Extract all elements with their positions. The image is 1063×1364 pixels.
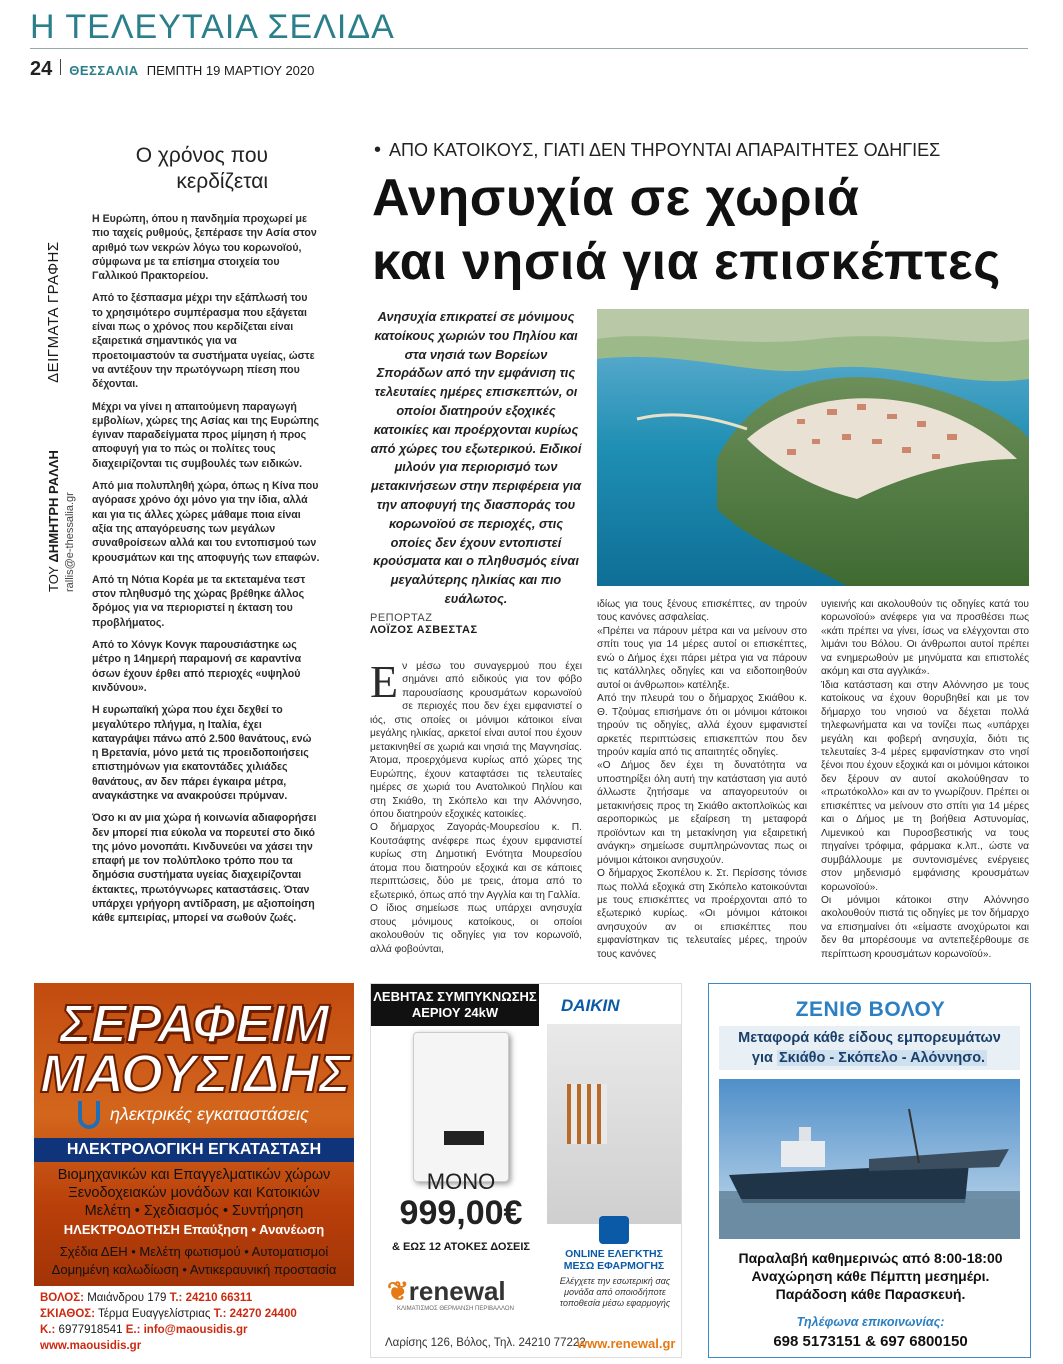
renewal-ad[interactable] [370,983,682,1358]
schedule-line: Αναχώρηση κάθε Πέμπτη μεσημέρι. [751,1268,990,1284]
island-photo-art [597,309,1029,586]
installments: & ΕΩΣ 12 ΑΤΟΚΕΣ ΔΟΣΕΙΣ [391,1241,531,1253]
opinion-paragraph: Η ευρωπαϊκή χώρα που έχει δεχθεί το μεγαλύτερο πλήγμα, η Ιταλία, έχει καταγράψει πάνω από 2.500 θανάτους, ενώ η Βρετανία, μόνο μετά τις προειδοποιήσεις επιστημόνων για εκατοντάδες χιλιάδες θανάτους, αν δεν πάρει έγκαιρα μέτρα, αναγκάστηκε να ανακρούσει πρύμναν. [92,704,312,802]
article-column-1 [370,656,582,956]
opinion-body [92,212,320,934]
folio-divider [60,59,61,75]
contact-email[interactable]: Ε.: info@maousidis.gr [125,1324,248,1336]
opinion-paragraph: Από τη Νότια Κορέα με τα εκτεταμένα τεστ στον πληθυσμό της χώρας βρέθηκε άλλος δρόμος για να περιοριστεί η έκταση του προβλήματος. [92,573,306,629]
ad-grid-line: Δομημένη καλωδίωση • Αντικεραυνική προστασία [51,1262,337,1277]
phones[interactable]: 698 5173151 & 697 6800150 [773,1333,968,1350]
ad-band-2: ΗΛΕΚΤΡΟΔΟΤΗΣΗ Επαύξηση • Ανανέωση [63,1222,325,1237]
ad-contacts [34,1286,354,1358]
author-vertical-label [44,222,84,592]
contact-city: ΣΚΙΑΘΟΣ: [40,1308,96,1320]
contact-address: Τέρμα Ευαγγελίστριας [98,1308,211,1320]
boiler-title: ΛΕΒΗΤΑΣ ΣΥΜΠΥΚΝΩΣΗΣ ΑΕΡΙΟΥ 24kW [371,984,539,1026]
article-lead: Ανησυχία επικρατεί σε μόνιμους κατοίκους χωριών του Πηλίου και στα νησιά των Βορείων Σποράδων από την εμφάνιση τις τελευταίες ημέρες επισκεπτών, οι οποίοι διατηρούν εξοχικές κατοικίες και προέρχονται κυρίως από χώρες του εξωτερικού. Ειδικοί μιλούν για περιορισμό των μετακινήσεων στην περιφέρεια για την αποφυγή της διασποράς του κορωνοϊού σε περιοχές, στις οποίες δεν έχουν εντοπιστεί κρούσματα και ο πληθυσμός είναι μεγαλύτερης ηλικίας και πιο ευάλωτος. [370,309,582,606]
ad-service-line: Ξενοδοχειακών μονάδων και Κατοικιών [68,1185,320,1201]
author-line [44,241,64,592]
newspaper-name: ΘΕΣΣΑΛΙΑ [69,63,139,78]
ad-band-1: ΗΛΕΚΤΡΟΛΟΓΙΚΗ ΕΓΚΑΤΑΣΤΑΣΗ [34,1138,354,1162]
article-column-3 [821,598,1029,961]
maousidis-ad[interactable] [34,983,354,1358]
opinion-paragraph: Από μια πολυπληθή χώρα, όπως η Κίνα που αγόρασε χρόνο όχι μόνο για την ίδια, αλλά και για τις άλλες χώρες μάθαμε ποια είναι αξία της απαγόρευσης των μεγάλων συναθροίσεων αλλά και του εντοπισμού των κρουσμάτων και της αποφυγής των επαφών. [92,480,320,564]
ad-service-line: Μελέτη • Σχεδιασμός • Συντήρηση [84,1203,304,1219]
price: 999,00€ [399,1194,523,1232]
ad-subtitle: ηλεκτρικές εγκαταστάσεις [110,1104,309,1124]
issue-date: ΠΕΜΠΤΗ 19 ΜΑΡΤΙΟΥ 2020 [146,63,315,78]
online-controller-desc: Ελέγχετε την εσωτερική σας μονάδα από οποιοδήποτε τοποθεσία μέσω εφαρμογής [559,1276,671,1308]
opinion-paragraph: Από το Χόνγκ Κονγκ παρουσιάστηκε ως μέτρο η 14ημερή παραμονή σε καραντίνα όσων έχουν έρθει από περιοχές «υψηλού κινδύνου». [92,639,302,694]
contact-website[interactable]: www.maousidis.gr [40,1340,142,1352]
contact-mobile[interactable]: 6977918541 [58,1324,123,1336]
header-rule [30,48,1028,49]
zenith-ad[interactable] [708,983,1031,1358]
opinion-title: Ο χρόνος που κερδίζεται [135,144,268,193]
drop-cap: Ε [370,656,399,707]
zenith-band [719,1026,1020,1070]
daikin-logo: DAIKIN [561,996,620,1015]
renewal-name: renewal [408,1276,506,1306]
renewal-logo [387,1276,506,1307]
article-text: ν μέσω του συναγερμού που έχει σημάνει από ειδικούς για τον φόβο παρουσίασης κρουσμάτων κορωνοϊού σε περιοχές που δεν έχει εμφανιστεί ο ιός, στις οποίες οι μόνιμοι κάτοικοι είναι μεγάλης ηλικίας, αρκετοί είναι αυτοί που έχουν μετακινηθεί σε χωριά και νησιά της Μαγνησίας. Άτομα, προερχόμενα κυρίως από χώρες της Ευρώπης, έχουν καταφτάσει τις τελευταίες ημέρες σε χωριά του Ανατολικού Πηλίου και στη Σκιάθο, τη Σκόπελο και την Αλόννησο, όπου διατηρούν εξοχικές κατοικίες. Ο δήμαρχος Ζαγοράς-Μουρεσίου κ. Π. Κουτσάφτης ανέφερε πως έχουν εμφανιστεί κυρίως στη Δημοτική Ενότητα Μουρεσίου άτομα που διατηρούν εξοχικά και σε κάποιες περιπτώσεις, δύο με τρεις, άτομα από το εξωτερικό, όπως από την Αγγλία και τη Γαλλία. Ο ίδιος σημείωσε πως υπάρχει ανησυχία στους μόνιμους κατοίκους, οι οποίοι ακολουθούν τις οδηγίες για τον κορωνοϊό, αλλά φοβούνται, [370,661,582,955]
zenith-band-prefix: για [751,1050,773,1066]
article-column-2 [597,598,807,961]
author-name: ΔΗΜΗΤΡΗ ΡΑΛΛΗ [46,450,61,563]
author-prefix: ΤΟΥ [46,566,61,592]
online-controller: ONLINE ΕΛΕΓΚΤΗΣ ΜΕΣΩ ΕΦΑΡΜΟΓΗΣ [563,1248,665,1272]
ad-logo-line-1: ΣΕΡΑΦΕΙΜ [59,994,329,1054]
byline-label: ΡΕΠΟΡΤΑΖ [370,612,433,624]
schedule-line: Παράδοση κάθε Παρασκευή. [775,1286,966,1302]
headline-line-2: και νησιά για επισκέπτες [372,233,1001,291]
ship-photo-art [719,1079,1020,1239]
boiler-display [444,1131,484,1145]
phones-label: Τηλέφωνα επικοινωνίας: [796,1315,945,1329]
zenith-band-line: Μεταφορά κάθε είδους εμπορευμάτων [738,1030,1001,1046]
article-text: υγιεινής και ακολουθούν τις οδηγίες κατά του κορωνοϊού» ανέφερε για να προσθέσει πως «κάτι πρέπει να γίνει, ίσως να ελέγχονται στο λιμάνι του Βόλου. Οι άνθρωποι αυτοί πρέπει να ενημερωθούν με μηνύματα και επιστολές ακόμη και στα αγγλικά». Ίδια κατάσταση και στην Αλόννησο με τους κατοίκους να έχουν θορυβηθεί και με τον δήμαρχο του νησιού να δέχεται πολλά τηλεφωνήματα και να τονίζει πως «υπάρχει μεγάλη και φοβερή ανησυχία, διότι τις τελευταίες 3-4 μέρες εμφανίστηκαν στο νησί ξένοι που έχουν εξοχικά και οι μόνιμοι κάτοικοι δεν ξέρουν αν αυτοί ακολούθησαν το «πρωτόκολλο» και αν το γνωρίζουν. Πρέπει οι επισκέπτες να μείνουν στο σπίτι για 14 μέρες και ο Δήμος με τη βοήθεια Αστυνομίας, Λιμενικού και Πυροσβεστικής να τους πηγαίνει τρόφιμα, φάρμακα κ.λπ., ώστε να συμβάλλουμε με συντονισμένες ενέργειες στον μηδενισμό εμφάνισης κρουσμάτων κορωνοϊού». Οι μόνιμοι κάτοικοι στην Αλόννησο ακολουθούν πιστά τις οδηγίες με τον δήμαρχο να επισημαίνει ότι «είμαστε ανοχύρωτοι και δεν θα μπορέσουμε να αντεπεξέρθουμε σε περίπτωση κρουσμάτων κορωνοϊού». [821,599,1030,960]
opinion-paragraph: Από το ξέσπασμα μέχρι την εξάπλωσή του το χρησιμότερο συμπέρασμα που εξάγεται είναι πως ο χρόνος που κερδίζεται είναι εξαιρετικά σημαντικός για να προετοιμαστούν τα συστήματα υγείας, ώστε να αντέξουν την πρωτόγνωρη πίεση που δέχονται. [92,292,315,391]
ad-services-grid [38,1243,350,1279]
section-title: Η ΤΕΛΕΥΤΑΙΑ ΣΕΛΙΔΑ [30,8,395,46]
zenith-title: ΖΕΝΙΘ ΒΟΛΟΥ [795,998,946,1021]
bullet-icon: • [374,139,382,161]
ship-photo [719,1079,1020,1239]
app-icon [599,1216,629,1244]
renewal-leaf-icon: ❦ [387,1276,409,1306]
zenith-destinations: Σκιάθο - Σκόπελο - Αλόννησο. [778,1050,986,1066]
contact-mobile-label: Κ.: [40,1324,56,1336]
pipes-graphic [567,1084,607,1144]
zenith-schedule [709,1249,1031,1303]
opinion-paragraph: Η Ευρώπη, όπου η πανδημία προχωρεί με πιο ταχείς ρυθμούς, ξεπέρασε την Ασία στον αριθμό των νεκρών λόγω του κορωνοϊού, σύμφωνα με τα επίσημα στοιχεία του Γαλλικού Πρακτορείου. [92,213,317,283]
schedule-line: Παραλαβή καθημερινώς από 8:00-18:00 [738,1250,1003,1266]
article-headline [372,166,1032,294]
plug-icon [78,1101,100,1129]
kicker-text: ΑΠΟ ΚΑΤΟΙΚΟΥΣ, ΓΙΑΤΙ ΔΕΝ ΤΗΡΟΥΝΤΑΙ ΑΠΑΡΑΙΤΗΤΕΣ ΟΔΗΓΙΕΣ [389,140,941,160]
author-email[interactable]: rallis@e-thessalia.gr [64,492,76,592]
contact-phone[interactable]: Τ.: 24270 24400 [213,1308,297,1320]
renewal-website[interactable]: www.renewal.gr [577,1336,676,1351]
column-category: ΔΕΙΓΜΑΤΑ ΓΡΑΦΗΣ [45,241,62,383]
renewal-tagline: ΚΛΙΜΑΤΙΣΜΟΣ ΘΕΡΜΑΝΣΗ ΠΕΡΙΒΑΛΛΟΝ [397,1306,514,1312]
island-photo [597,309,1029,586]
folio [30,58,314,81]
byline-author: ΛΟΪΖΟΣ ΑΣΒΕΣΤΑΣ [370,624,478,636]
ad-service-line: Βιομηχανικών και Επαγγελματικών χώρων [57,1167,331,1183]
boiler-image [413,1032,509,1182]
opinion-paragraph: Όσο κι αν μια χώρα ή κοινωνία αδιαφορήσει δεν μπορεί πια εύκολα να πορευτεί στο δικό της μόνο μονοπάτι. Κινδυνεύει να χάσει την επαφή με τον πολύπλοκο τρόπο που τα δημόσια συστήματα υγείας διαχειρίζονται έκτακτες, πρωτόγνωρες καταστάσεις. Όταν υπάρχει γρήγορη αντίδραση, με αξιοποίηση κάθε εμπειρίας, μπορεί να σωθούν ζωές. [92,812,317,925]
contact-phone[interactable]: Τ.: 24210 66311 [169,1292,253,1304]
article-text: ιδίως για τους ξένους επισκέπτες, αν τηρούν τους κανόνες ασφαλείας. «Πρέπει να πάρουν μέτρα και να μείνουν στο σπίτι τους για 14 μέρες αυτοί οι επισκέπτες, ενώ ο Δήμος έχει πάρει μέτρα για να πάρουν τις κατάλληλες οδηγίες και να ειδοποιηθούν αυτοί οι άνθρωποι» κατέληξε. Από την πλευρά του ο δήμαρχος Σκιάθου κ. Θ. Τζούμας επισήμανε ότι οι μόνιμοι κάτοικοι τηρούν τις οδηγίες, αλλά έχουν εμφανιστεί αρκετές περιπτώσεις επισκεπτών που δεν τηρούν καμία από τις απαιτητές οδηγίες. «Ο Δήμος δεν έχει τη δυνατότητα να υποστηρίξει όλη αυτή την κατάσταση για αυτό άλλωστε ζητήσαμε να απαγορευτούν οι μετακινήσεις προς τη Σκιάθο ακτοπλοϊκώς και αεροπορικώς με εξαίρεση τη μεταφορά προϊόντων και τη μετακίνηση για εξαιρετική ανάγκη» σημείωσε συμπληρώνοντας πως οι μόνιμοι κάτοικοι ανησυχούν. Ο δήμαρχος Σκοπέλου κ. Στ. Περίσσης τόνισε πως πολλά εξοχικά στη Σκόπελο κατοικούνται με τους επισκέπτες να προέρχονται από το εξωτερικό κυρίως. «Οι μόνιμοι κάτοικοι ανησυχούν αν οι επισκέπτες που εμφανίστηκαν τις τελευταίες μέρες, τηρούν τους κανόνες [597,599,807,960]
contact-city: ΒΟΛΟΣ: [40,1292,84,1304]
ad-services [34,1166,354,1220]
headline-line-1: Ανησυχία σε χωριά [372,169,860,227]
ad-grid-line: Σχέδια ΔΕΗ • Μελέτη φωτισμού • Αυτοματισμοί [59,1244,329,1259]
price-label: ΜΟΝΟ [426,1169,496,1194]
renewal-address: Λαρίσης 126, Βόλος, Τηλ. 24210 77222 [385,1337,586,1349]
page-number: 24 [30,58,53,80]
ad-logo-line-2: ΜΑΟΥΣΙΔΗΣ [40,1044,351,1104]
contact-address: Μαιάνδρου 179 [87,1292,167,1304]
article-kicker [374,139,940,162]
opinion-paragraph: Μέχρι να γίνει η απαιτούμενη παραγωγή εμβολίων, χώρες της Ασίας και της Ευρώπης έγιναν παραδείγματα προς μίμηση ή προς αποφυγή για το πώς οι πολίτες τους διαχειρίζονται τις συμβουλές των ειδικών. [92,400,320,470]
byline [370,612,590,636]
